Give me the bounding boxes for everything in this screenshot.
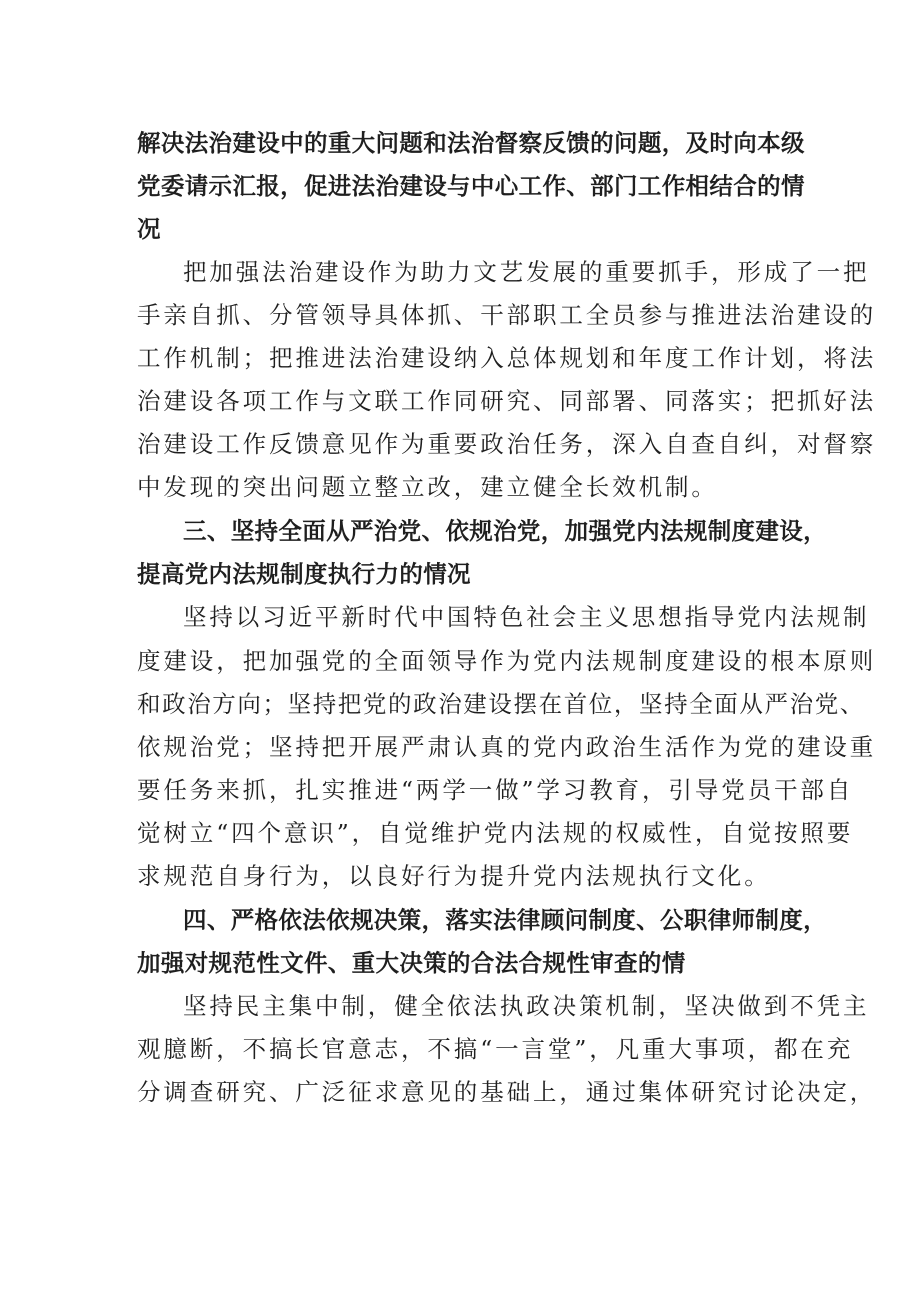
- paragraph-line: 治建设各项工作与文联工作同研究、同部署、同落实；把抓好法: [137, 387, 877, 415]
- paragraph-line: 依规治党；坚持把开展严肃认真的党内政治生活作为党的建设重: [137, 733, 877, 761]
- paragraph-line: 坚持以习近平新时代中国特色社会主义思想指导党内法规制: [183, 603, 870, 631]
- paragraph-line: 度建设，把加强党的全面领导作为党内法规制度建设的根本原则: [137, 647, 877, 675]
- section-heading: 提高党内法规制度执行力的情况: [137, 560, 471, 588]
- paragraph-line: 和政治方向；坚持把党的政治建设摆在首位，坚持全面从严治党、: [137, 690, 865, 718]
- paragraph-line: 把加强法治建设作为助力文艺发展的重要抓手，形成了一把: [183, 258, 870, 286]
- paragraph-line: 治建设工作反馈意见作为重要政治任务，深入自查自纠，对督察: [137, 430, 877, 458]
- paragraph-line: 工作机制；把推进法治建设纳入总体规划和年度工作计划，将法: [137, 344, 877, 372]
- paragraph-line: 观臆断，不搞长官意志，不搞“一言堂”，凡重大事项，都在充: [137, 1035, 854, 1063]
- paragraph-line: 坚持民主集中制，健全依法执政决策机制，坚决做到不凭主: [183, 992, 870, 1020]
- paragraph-line: 觉树立“四个意识”，自觉维护党内法规的权威性，自觉按照要: [137, 819, 854, 847]
- section-heading: 三、坚持全面从严治党、依规治党，加强党内法规制度建设，: [183, 517, 827, 545]
- paragraph-line: 中发现的突出问题立整立改，建立健全长效机制。: [137, 473, 718, 501]
- paragraph-line: 要任务来抓，扎实推进“两学一做”学习教育，引导党员干部自: [137, 776, 854, 804]
- section-heading: 四、严格依法依规决策，落实法律顾问制度、公职律师制度，: [183, 906, 827, 934]
- paragraph-line: 分调查研究、广泛征求意见的基础上，通过集体研究讨论决定，: [137, 1078, 877, 1106]
- section-heading: 加强对规范性文件、重大决策的合法合规性审查的情: [137, 949, 686, 977]
- paragraph-line: 求规范自身行为，以良好行为提升党内法规执行文化。: [137, 862, 771, 890]
- paragraph-line: 手亲自抓、分管领导具体抓、干部职工全员参与推进法治建设的: [137, 301, 877, 329]
- heading-line: 解决法治建设中的重大问题和法治督察反馈的问题，及时向本级: [137, 129, 805, 157]
- heading-line: 况: [137, 215, 161, 243]
- heading-line: 党委请示汇报，促进法治建设与中心工作、部门工作相结合的情: [137, 172, 805, 200]
